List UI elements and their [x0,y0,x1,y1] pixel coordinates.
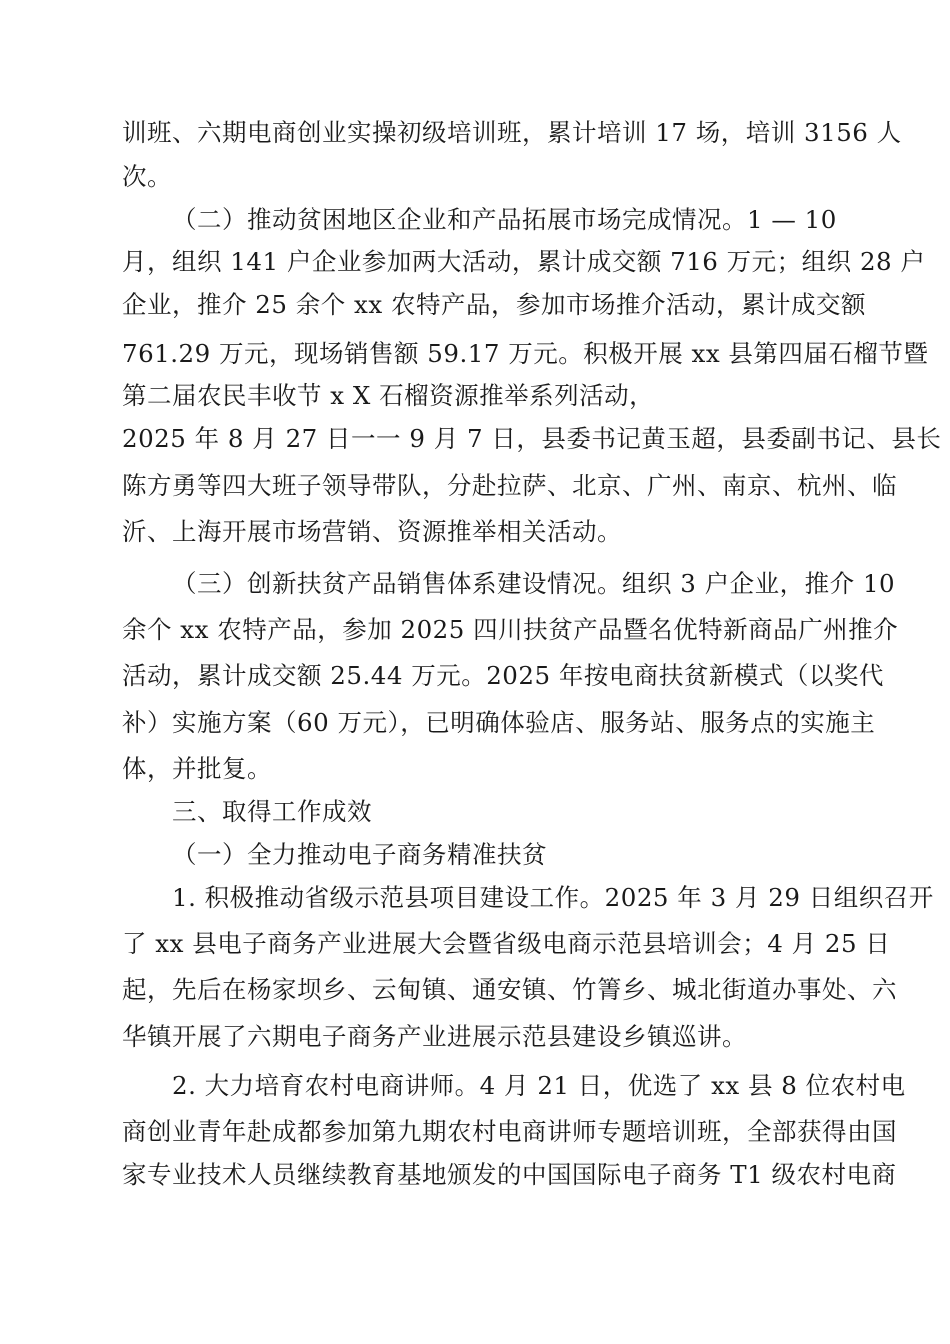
text-line: 沂、上海开展市场营销、资源推举相关活动。 [122,517,622,546]
text-line: 次。 [122,162,172,191]
text-line: 补）实施方案（60 万元），已明确体验店、服务站、服务点的实施主 [122,708,876,737]
text-line: （三）创新扶贫产品销售体系建设情况。组织 3 户企业，推介 10 [172,569,896,598]
text-line: 第二届农民丰收节 x X 石榴资源推举系列活动， [122,381,655,410]
text-line: 月，组织 141 户企业参加两大活动，累计成交额 716 万元；组织 28 户 [122,247,926,276]
text-line: 2025 年 8 月 27 日一一 9 月 7 日，县委书记黄玉超，县委副书记、县长 [122,424,942,453]
text-line: 家专业技术人员继续教育基地颁发的中国国际电子商务 T1 级农村电商 [122,1160,897,1189]
text-line: 活动，累计成交额 25.44 万元。2025 年按电商扶贫新模式（以奖代 [122,661,884,690]
section-heading: 三、取得工作成效 [172,797,372,826]
text-line: 训班、六期电商创业实操初级培训班，累计培训 17 场，培训 3156 人 [122,118,902,147]
text-line: 了 xx 县电子商务产业进展大会暨省级电商示范县培训会；4 月 25 日 [122,929,891,958]
text-line: 余个 xx 农特产品，参加 2025 四川扶贫产品暨名优特新商品广州推介 [122,615,899,644]
text-line: 陈方勇等四大班子领导带队，分赴拉萨、北京、广州、南京、杭州、临 [122,471,897,500]
text-line: 2. 大力培育农村电商讲师。4 月 21 日，优选了 xx 县 8 位农村电 [172,1071,906,1100]
text-line: 1. 积极推动省级示范县项目建设工作。2025 年 3 月 29 日组织召开 [172,883,934,912]
text-line: 华镇开展了六期电子商务产业进展示范县建设乡镇巡讲。 [122,1022,747,1051]
text-line: （二）推动贫困地区企业和产品拓展市场完成情况。1 — 10 [172,205,837,234]
text-line: 企业，推介 25 余个 xx 农特产品，参加市场推介活动，累计成交额 [122,290,866,319]
text-line: 761.29 万元，现场销售额 59.17 万元。积极开展 xx 县第四届石榴节暨 [122,339,929,368]
text-line: 商创业青年赴成都参加第九期农村电商讲师专题培训班，全部获得由国 [122,1117,897,1146]
text-line: 体，并批复。 [122,754,272,783]
text-line: 起，先后在杨家坝乡、云甸镇、通安镇、竹箐乡、城北街道办事处、六 [122,975,897,1004]
subsection-heading: （一）全力推动电子商务精准扶贫 [172,840,547,869]
